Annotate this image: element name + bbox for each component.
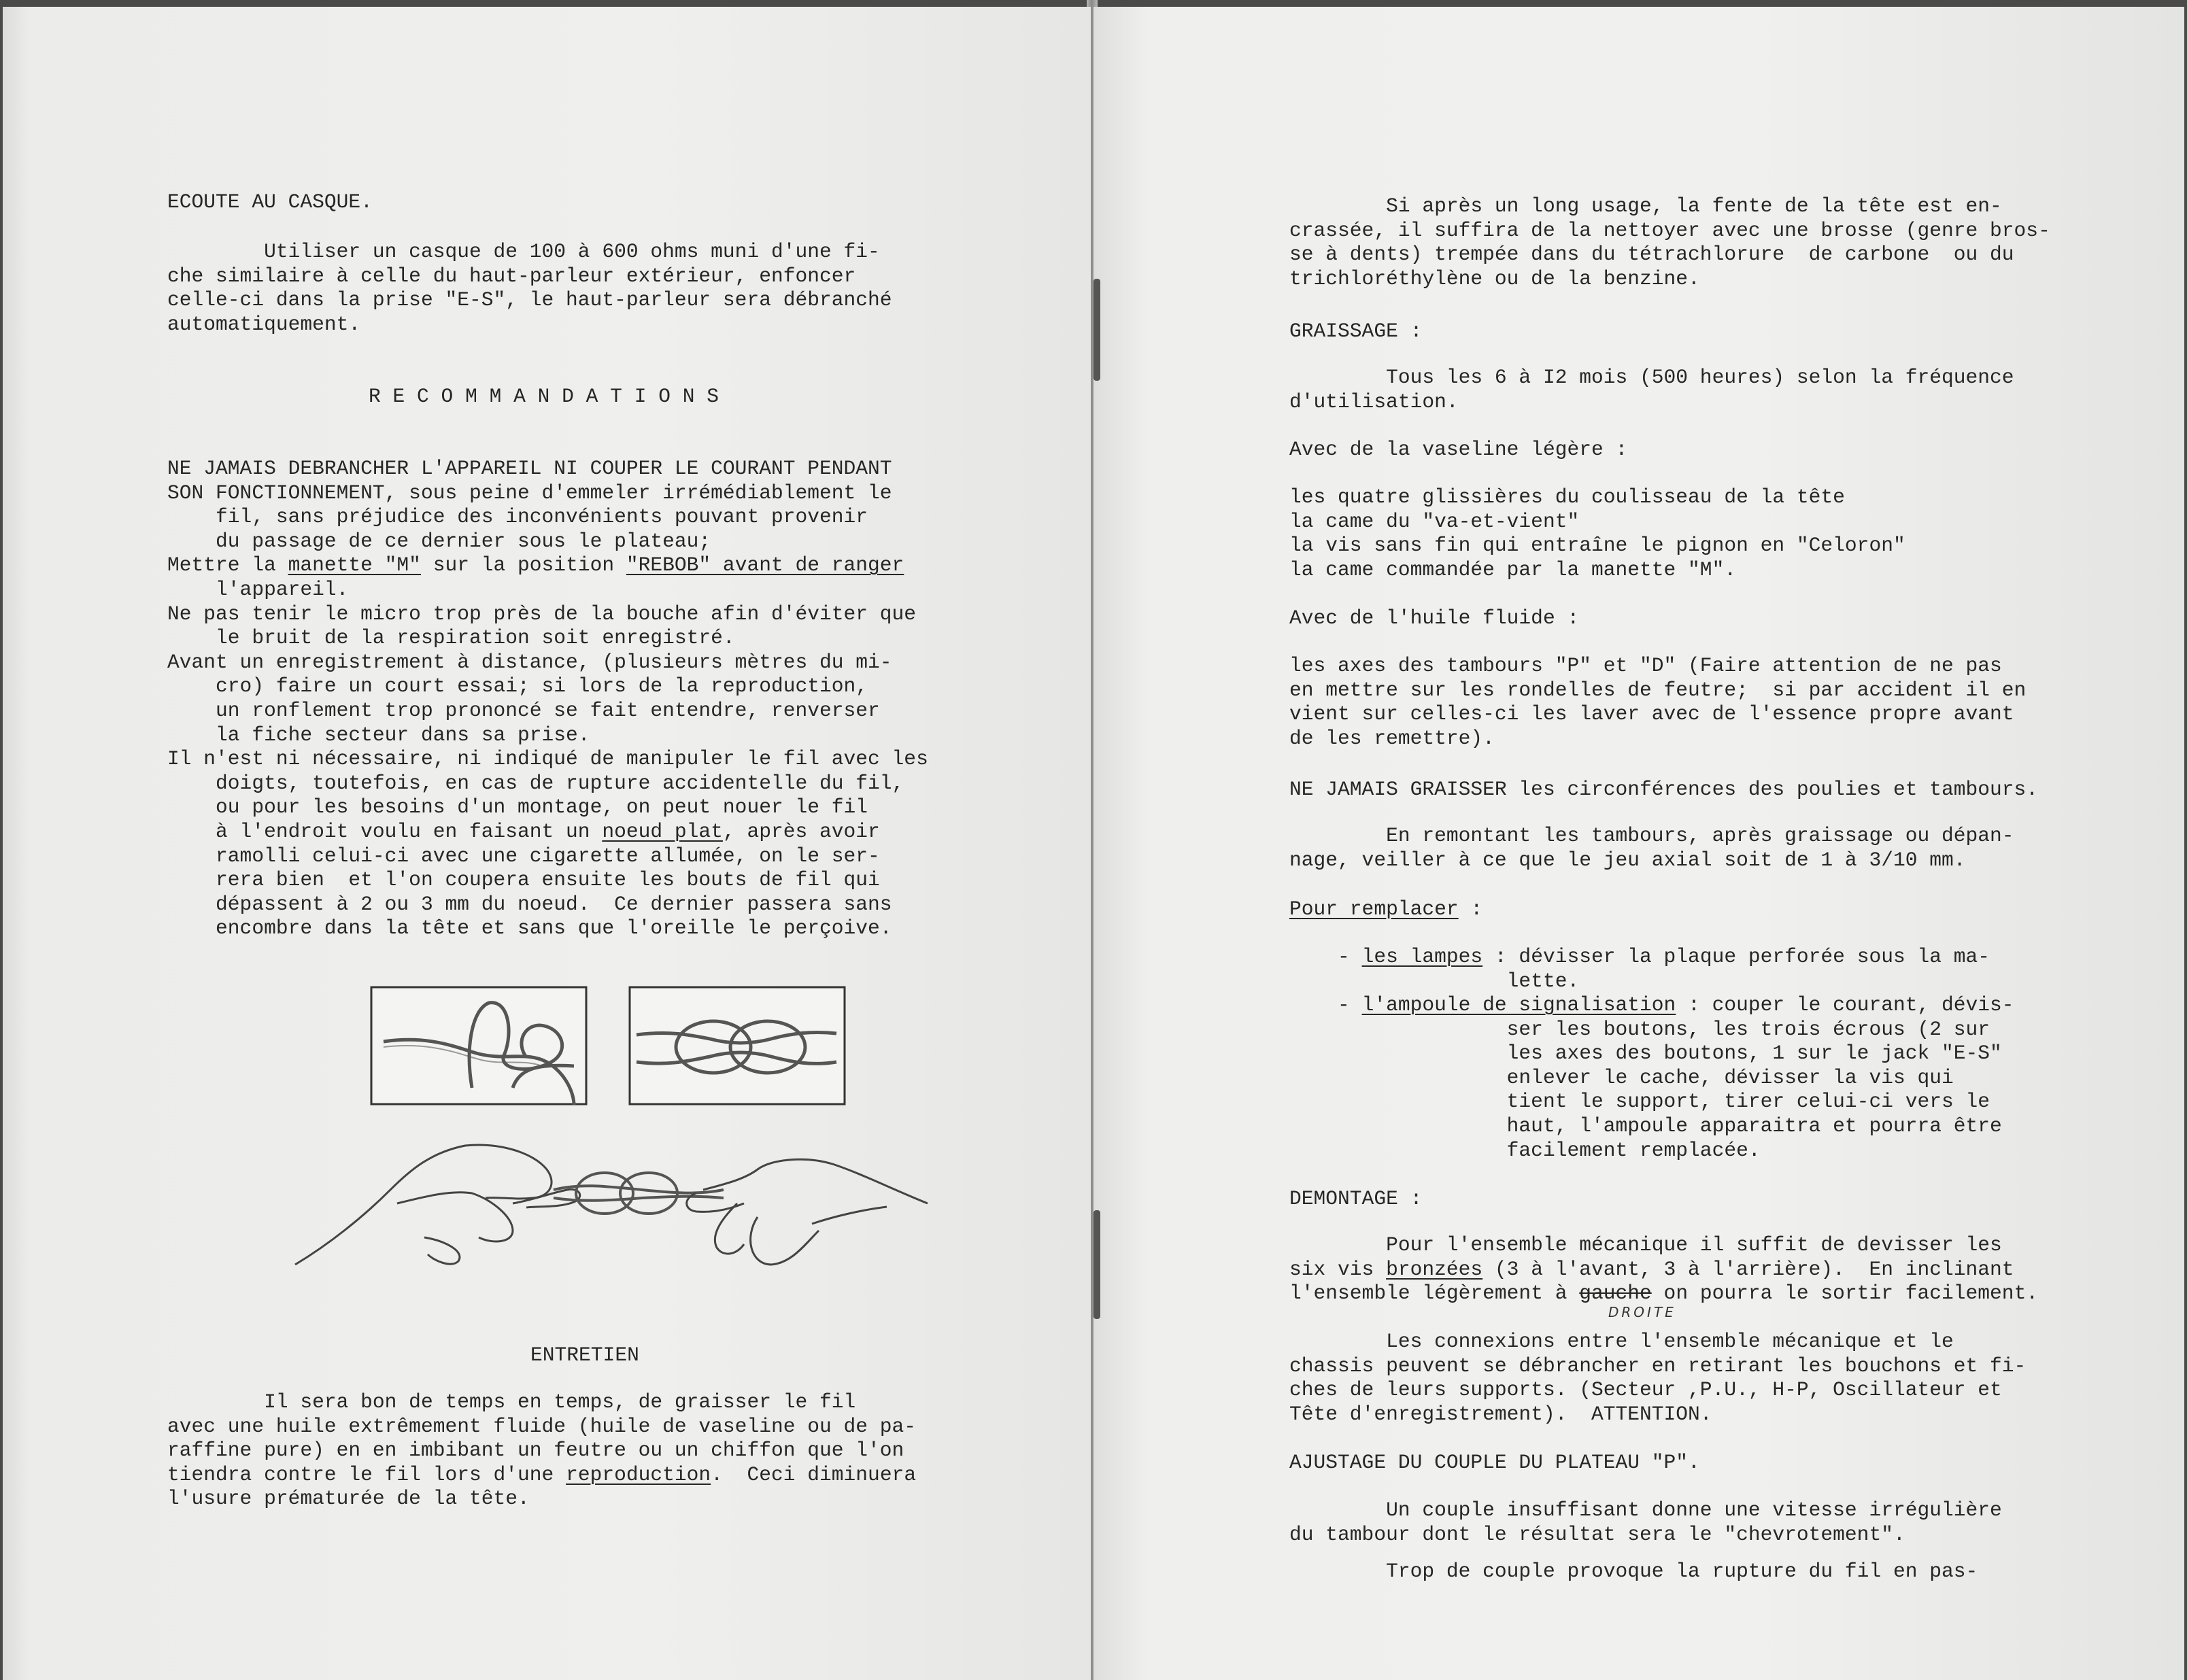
bronzees-underlined: bronzées [1386,1257,1483,1281]
gauche-struck: gauche [1579,1282,1652,1305]
knot-figure-1 [370,986,594,1108]
recommandations-block [167,457,928,941]
demontage-text: (3 à l'avant, 3 à l'arrière). En inclinant l'ensemble légèrement à [1289,1257,2014,1305]
ampoule-text: : couper le courant, dévis- ser les boutons, les trois écrous (2 sur les axes des boutons, 1 sur le jack "E-S" enlever le cache, dévisser la vis qui tient le support, tirer celui-ci vers le haut, l'ampoule apparaitra et pourra être facilement remplacée. [1506,993,2014,1162]
rebob-underlined: "REBOB" avant de ranger [626,553,904,577]
lampes-item [1289,945,1990,993]
ecoute-paragraph: Utiliser un casque de 100 à 600 ohms muni d'une fi- che similaire à celle du haut-parleur extérieur, enfoncer celle-ci dans la prise "E-S", le haut-parleur sera débranché automatiquement. [167,240,892,336]
lampes-text: : dévisser la plaque perforée sous la ma- lette. [1494,945,1990,993]
graissage-paragraph: Tous les 6 à I2 mois (500 heures) selon la fréquence d'utilisation. [1289,366,2014,413]
left-page [3,7,1091,1680]
entretien-paragraph [167,1390,916,1511]
remplacer-heading [1289,897,1482,921]
reco-line: du passage de ce dernier sous le plateau; [167,529,711,553]
connexions-paragraph: Les connexions entre l'ensemble mécanique et le chassis peuvent se débrancher en retirant les bouchons et fi- ches de leurs supports. (Secteur ,P.U., H-P, Oscillateur et Tête d'enregistrement). ATTENTION. [1289,1330,2027,1426]
reco-line: fil, sans préjudice des inconvénients pouvant provenir [167,505,868,529]
list-dash: - [1289,945,1362,968]
demontage-heading: DEMONTAGE : [1289,1187,1423,1210]
ajustage-paragraph: Un couple insuffisant donne une vitesse irrégulière du tambour dont le résultat sera le "chevrotement". [1289,1498,2002,1546]
staple-bottom [1094,1210,1100,1319]
entretien-text: . Ceci diminuera l'usure prématurée de la tête. [167,1462,917,1511]
reco-line: l'appareil. [167,577,349,601]
reco-text: Ne pas tenir le micro trop près de la bouche afin d'éviter que le bruit de la respiration soit enregistré. Avant un enregistrement à distance, (plusieurs mètres du mi- cro) faire un court essai; si lors de la reproduction, un ronflement trop prononcé se fait entendre, renverser la fiche secteur dans sa prise. Il n'est ni nécessaire, ni indiqué de manipuler le fil avec les doigts, toutefois, en cas de rupture accidentelle du fil, ou pour les besoins d'un montage, on peut nouer le fil à l'endroit voulu en faisant un [167,602,928,843]
vaseline-list: les quatre glissières du coulisseau de la tête la came du "va-et-vient" la vis sans fin qui entraîne le pignon en "Celoron" la came commandée par la manette "M". [1289,485,1905,581]
trop-paragraph: Trop de couple provoque la rupture du fil en pas- [1289,1560,1978,1583]
intro-paragraph: Si après un long usage, la fente de la tête est en- crassée, il suffira de la nettoyer avec une brosse (genre bros- se à dents) trempée dans du tétrachlorure de carbone ou du trichloréthylène ou de la benzine. [1289,194,2050,290]
staple-top [1094,279,1100,381]
reco-line: SON FONCTIONNEMENT, sous peine d'emmeler irrémédiablement le [167,481,892,504]
reproduction-underlined: reproduction [566,1462,711,1486]
ampoule-label: l'ampoule de signalisation [1361,993,1676,1016]
lampes-label: les lampes [1361,945,1483,968]
ecoute-heading: ECOUTE AU CASQUE. [167,190,373,213]
remontant-paragraph: En remontant les tambours, après graissage ou dépan- nage, veiller à ce que le jeu axial soit de 1 à 3/10 mm. [1289,824,2014,872]
reco-text: , après avoir ramolli celui-ci avec une cigarette allumée, on le ser- rera bien et l'on coupera ensuite les bouts de fil qui dépassent à 2 ou 3 mm du noeud. Ce dernier passera sans encombre dans la tête et sans que l'oreille le perçoive. [216,819,892,940]
ne-jamais-graisser: NE JAMAIS GRAISSER les circonférences des poulies et tambours. [1289,778,2039,801]
hands-tying-knot-figure [288,1122,934,1278]
entretien-heading: ENTRETIEN [530,1343,639,1367]
huile-paragraph: les axes des tambours "P" et "D" (Faire attention de ne pas en mettre sur les rondelles de feutre; si par accident il en vient sur celles-ci les laver avec de l'essence propre avant de les remettre). [1289,654,2027,750]
ampoule-item [1289,993,2014,1163]
list-dash: - [1289,993,1362,1016]
handwritten-droite: DROITE [1608,1304,1676,1320]
vaseline-heading: Avec de la vaseline légère : [1289,438,1628,461]
knot-figure-2 [628,986,853,1108]
graissage-heading: GRAISSAGE : [1289,320,1423,343]
reco-text: Mettre la [167,553,288,577]
demontage-text: Pour l'ensemble mécanique il suffit de devisser les six vis [1289,1233,2002,1281]
manette-underlined: manette "M" [288,553,421,577]
right-page [1094,7,2184,1680]
ajustage-heading: AJUSTAGE DU COUPLE DU PLATEAU "P". [1289,1451,1700,1474]
entretien-text: Il sera bon de temps en temps, de graisser le fil avec une huile extrêmement fluide (huile de vaseline ou de pa- raffine pure) en en imbibant un feutre ou un chiffon que l'on tiendra contre le fil lors d'une [167,1390,917,1486]
remplacer-colon: : [1458,897,1483,921]
noeud-plat-underlined: noeud plat [602,819,723,843]
reco-line: NE JAMAIS DEBRANCHER L'APPAREIL NI COUPER LE COURANT PENDANT [167,457,892,480]
demontage-paragraph [1289,1233,2038,1306]
recommandations-heading: R E C O M M A N D A T I O N S [369,385,719,408]
demontage-text: on pourra le sortir facilement. [1651,1282,2039,1305]
reco-text: sur la position [420,553,626,577]
huile-heading: Avec de l'huile fluide : [1289,606,1580,630]
remplacer-label: Pour remplacer [1289,897,1459,921]
